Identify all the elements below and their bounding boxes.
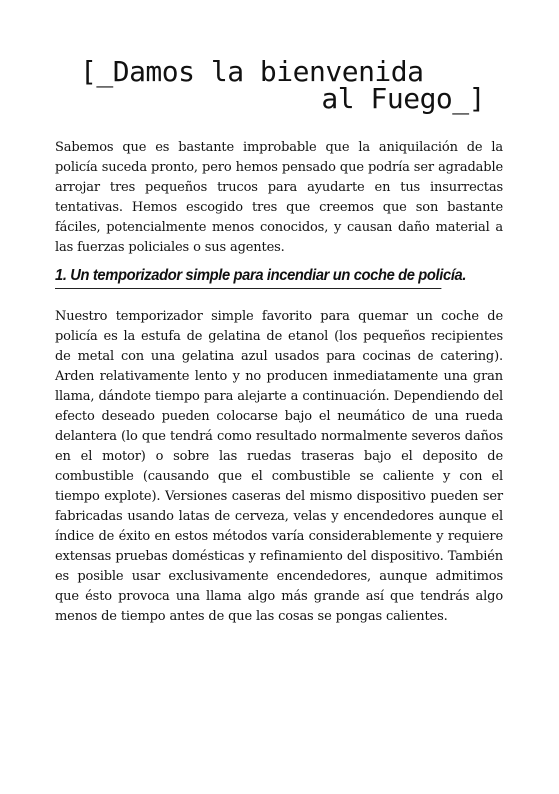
page-title-line-1: [_Damos la bienvenida xyxy=(80,55,424,88)
page-title-line-2: al Fuego_] xyxy=(321,82,485,115)
page-title xyxy=(80,55,485,115)
section-paragraph: Nuestro temporizador simple favorito para quemar un coche de policía es la estufa de gelatina de etanol (los pequeños recipientes de metal con una gelatina azul usados para cocinas de catering). Arden relativamente lento y no producen inmediatamente una gran llama, dándote tiempo para alejarte a continuación. Dependiendo del efecto deseado pueden colocarse bajo el neumático de una rueda delantera (lo que tendrá como resultado normalmente severos daños en el motor) o sobre las ruedas traseras bajo el deposito de combustible (causando que el combustible se caliente y con el tiempo explote). Versiones caseras del mismo dispositivo pueden ser fabricadas usando latas de cerveza, velas y encendedores aunque el índice de éxito en estos métodos varía considerablemente y requiere extensas pruebas domésticas y refinamiento del dispositivo. También es posible usar exclusivamente encendedores, aunque admitimos que ésto provoca una llama algo más grande así que tendrás algo menos de tiempo antes de que las cosas se pongas calientes. xyxy=(55,309,503,624)
section-heading: 1. Un temporizador simple para incendiar un coche de policía. xyxy=(55,265,441,289)
intro-paragraph: Sabemos que es bastante improbable que la aniquilación de la policía suceda pronto, pero hemos pensado que podría ser agradable arrojar tres pequeños trucos para ayudarte en tus insurrectas tentativas. Hemos escogido tres que creemos que son bastante fáciles, potencialmente menos conocidos, y causan daño material a las fuerzas policiales o sus agentes. xyxy=(55,140,503,255)
